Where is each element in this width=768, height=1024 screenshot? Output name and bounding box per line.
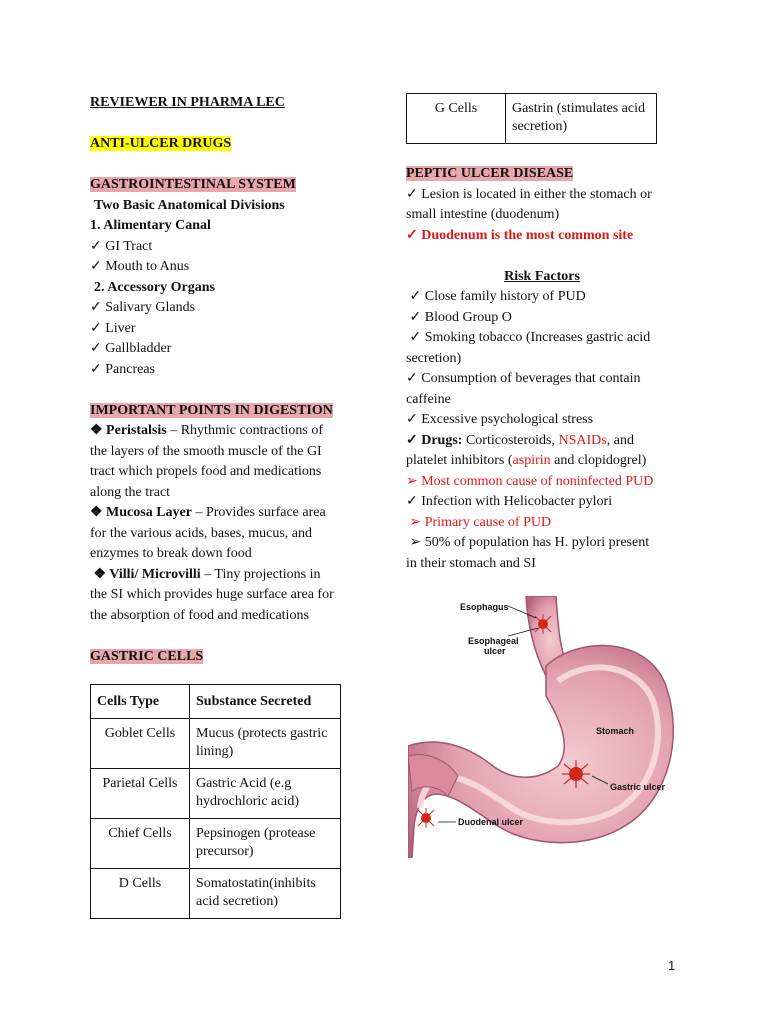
stomach-label: Stomach: [596, 726, 635, 736]
table-row: [91, 719, 341, 769]
definition-text: enzymes to break down food: [90, 546, 252, 561]
table-cell: D Cells: [91, 869, 190, 919]
definition-text: along the tract: [90, 484, 171, 500]
table-cell: Parietal Cells: [91, 769, 190, 819]
duodenal-ulcer-mark: [418, 808, 434, 828]
list-item: ✓ GI Tract: [90, 238, 153, 254]
table-cell: Somatostatin(inhibits acid secretion): [190, 869, 341, 919]
left-column: [90, 93, 362, 667]
list-item: ✓ Smoking tobacco (Increases gastric acid: [406, 330, 651, 345]
list-item: ✓ Infection with Helicobacter pylori: [406, 494, 613, 509]
pud-key-point: ✓ Duodenum is the most common site: [406, 227, 634, 243]
list-item: [406, 451, 678, 472]
document-title: REVIEWER IN PHARMA LEC: [90, 95, 285, 110]
table-cell: Pepsinogen (protease precursor): [190, 819, 341, 869]
definition-text: – Tiny projections in: [200, 566, 321, 582]
definition-text: – Provides surface area: [191, 505, 326, 520]
list-item: [406, 431, 678, 452]
gastric-cells-table: [90, 684, 341, 919]
text: Corticosteroids,: [462, 432, 559, 448]
esophageal-ulcer-label-2: ulcer: [484, 646, 506, 656]
table-cell: Chief Cells: [91, 819, 190, 869]
list-item: ✓ Close family history of PUD: [406, 289, 586, 304]
villi-term: ❖ Villi/ Microvilli: [90, 566, 201, 582]
table-header-cell: Substance Secreted: [190, 685, 341, 719]
right-column: [406, 164, 678, 574]
risk-factors-heading: Risk Factors: [504, 268, 580, 284]
esophageal-ulcer-label: Esophageal: [468, 636, 519, 646]
text: and clopidogrel): [550, 453, 647, 468]
arrow-note: ➢ Most common cause of noninfected PUD: [406, 473, 654, 489]
list-item: ✓ Blood Group O: [406, 309, 512, 325]
text: platelet inhibitors (: [406, 453, 513, 468]
accessory-organs-heading: 2. Accessory Organs: [94, 279, 215, 295]
list-item: secretion): [406, 350, 462, 366]
aspirin-text: aspirin: [512, 453, 551, 468]
definition-text: tract which propels food and medications: [90, 464, 322, 479]
text: , and: [606, 432, 634, 448]
list-item: ✓ Pancreas: [90, 361, 155, 377]
definition-text: for the various acids, bases, mucus, and: [90, 525, 312, 541]
gastric-cells-heading: GASTRIC CELLS: [90, 648, 204, 664]
list-item: in their stomach and SI: [406, 555, 536, 571]
list-item: caffeine: [406, 391, 451, 407]
definition-text: the layers of the smooth muscle of the GI: [90, 443, 322, 459]
table-header-cell: Cells Type: [91, 685, 190, 719]
gastric-cells-table-continued: [406, 93, 657, 144]
definition-text: the absorption of food and medications: [90, 607, 309, 623]
list-item: ✓ Gallbladder: [90, 341, 172, 356]
gi-system-heading: GASTROINTESTINAL SYSTEM: [90, 177, 296, 192]
list-item: small intestine (duodenum): [406, 207, 560, 222]
drugs-label: ✓ Drugs:: [406, 432, 463, 448]
alimentary-canal-heading: 1. Alimentary Canal: [90, 218, 211, 233]
definition-text: – Rhythmic contractions of: [166, 423, 324, 438]
table-cell: Goblet Cells: [91, 719, 190, 769]
table-row: [91, 869, 341, 919]
table-cell: Mucus (protects gastric lining): [190, 719, 341, 769]
mucosa-term: ❖ Mucosa Layer: [90, 505, 192, 520]
table-row: [91, 769, 341, 819]
table-cell: Gastrin (stimulates acid secretion): [506, 94, 657, 144]
esophagus-label: Esophagus: [460, 602, 509, 612]
digestion-heading: IMPORTANT POINTS IN DIGESTION: [90, 402, 333, 418]
list-item: ✓ Liver: [90, 320, 136, 336]
page-number: 1: [668, 958, 676, 973]
arrow-note: ➢ Primary cause of PUD: [406, 514, 552, 530]
pud-heading: PEPTIC ULCER DISEASE: [406, 166, 574, 181]
list-item: ✓ Consumption of beverages that contain: [406, 371, 641, 386]
table-row: [91, 819, 341, 869]
arrow-note: ➢ 50% of population has H. pylori present: [406, 535, 650, 550]
table-header-row: [91, 685, 341, 719]
table-row: [407, 94, 657, 144]
table-cell: Gastric Acid (e.g hydrochloric acid): [190, 769, 341, 819]
list-item: ✓ Excessive psychological stress: [406, 412, 594, 427]
list-item: ✓ Mouth to Anus: [90, 259, 190, 274]
table-cell: G Cells: [407, 94, 506, 144]
gastric-ulcer-label: Gastric ulcer: [610, 782, 666, 792]
divisions-heading: Two Basic Anatomical Divisions: [94, 197, 285, 213]
peristalsis-term: ❖ Peristalsis: [90, 423, 167, 438]
section-title: ANTI-ULCER DRUGS: [90, 136, 232, 151]
list-item: ✓ Lesion is located in either the stomach or: [406, 186, 652, 202]
definition-text: the SI which provides huge surface area for: [90, 587, 334, 602]
stomach-ulcer-figure: [408, 596, 678, 858]
nsaids-text: NSAIDs: [558, 432, 607, 448]
duodenal-ulcer-label: Duodenal ulcer: [458, 817, 524, 827]
list-item: ✓ Salivary Glands: [90, 300, 196, 315]
